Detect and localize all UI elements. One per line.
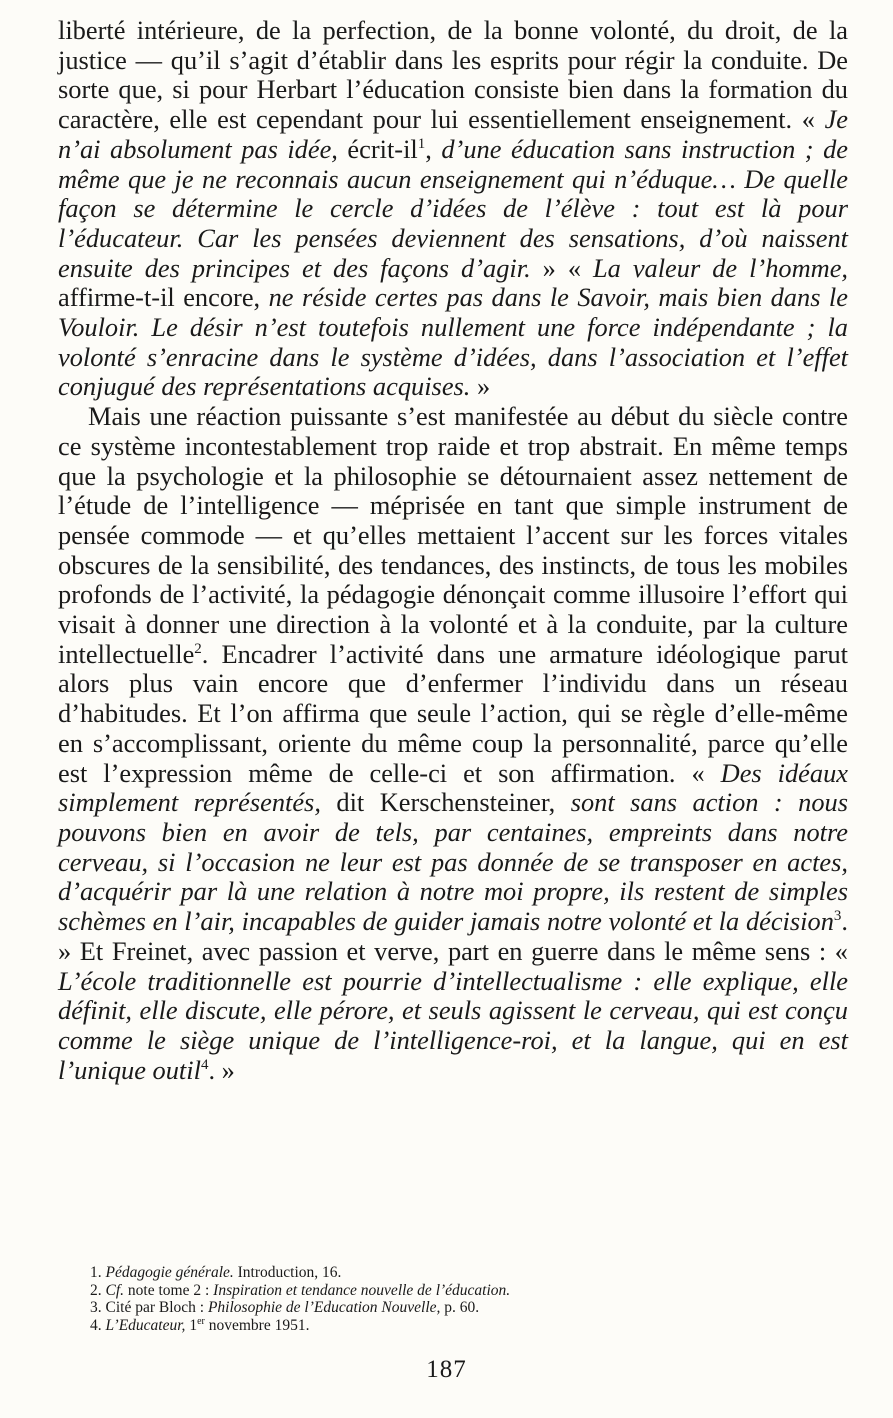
- italic-text: L’école traditionnelle est pourrie d’intellectualisme : elle explique, elle définit, elle discute, elle pérore, et seuls agissent le cerveau, qui est conçu comme le siège unique de l’intelligence-roi, et la langue, qui en est l’unique outil: [58, 965, 848, 1085]
- italic-text: Inspiration et tendance nouvelle de l’éducation.: [213, 1281, 511, 1299]
- italic-text: La valeur de l’homme,: [592, 252, 849, 283]
- note-reference: 3: [833, 908, 842, 925]
- italic-text: L’Educateur,: [105, 1316, 186, 1334]
- italic-text: Des idéaux simplement représentés,: [58, 757, 848, 818]
- italic-text: Philosophie de l’Education Nouvelle,: [207, 1299, 441, 1316]
- footnote: 1. Pédagogie générale. Introduction, 16.: [90, 1264, 342, 1281]
- footnotes: [90, 1264, 810, 1334]
- paragraph: liberté intérieure, de la perfection, de la bonne volonté, du droit, de la justice — qu’il s’agit d’établir dans les esprits pour régir la conduite. De sorte que, si pour Herbart l’éducation consiste bien dans la formation du caractère, elle est cependant pour lui essentiellement enseignement. « Je n’ai absolument pas idée, écrit-$il^1$, d’une éducation sans instruction ; de même que je ne reconnais aucun enseignement qui n’éduque… De quelle façon se détermine le cercle d’idées de l’élève : tout est là pour l’éducateur. Car les pensées deviennent des sensations, d’où naissent ensuite des principes et des façons d’agir. » « La valeur de l’homme, affirme-t-il encore, ne réside certes pas dans le Savoir, mais bien dans le Vouloir. Le désir n’est toutefois nullement une force indépendante ; la volonté s’enracine dans le système d’idées, dans l’association et l’effet conjugué des représentations acquises. »: [58, 15, 849, 402]
- italic-text: sont sans action : nous pouvons bien en avoir de tels, par centaines, empreints dans notre cerveau, si l’occasion ne leur est pas donnée de se transposer en actes, d’acquérir par là une relation à notre moi propre, ils restent de simples schèmes en l’air, incapables de guider jamais notre volonté et la décision: [58, 787, 849, 937]
- paragraph: Mais une réaction puissante s’est manifestée au début du siècle contre ce système incontestablement trop raide et trop abstrait. En même temps que la psychologie et la philosophie se détournaient assez nettement de l’étude de l’intelligence — méprisée en tant que simple instrument de pensée commode — et qu’elles mettaient l’accent sur les forces vitales obscures de la sensibilité, des tendances, des instincts, de tous les mobiles profonds de l’activité, la pédagogie dénonçait comme illusoire l’effort qui visait à donner une direction à la volonté et à la conduite, par la culture intellectuelle$^2$. Encadrer l’activité dans une armature idéologique parut alors plus vain encore que d’enfermer l’individu dans un réseau d’habitudes. Et l’on affirma que seule l’action, qui se règle d’elle-même en s’accomplissant, oriente du même coup la personnalité, parce qu’elle est l’expression même de celle-ci et son affirmation. « Des idéaux simplement représentés, dit Kerschensteiner, sont sans action : nous pouvons bien en avoir de tels, par centaines, empreints dans notre cerveau, si l’occasion ne leur est pas donnée de se transposer en actes, d’acquérir par là une relation à notre moi propre, ils restent de simples schèmes en l’air, incapables de guider jamais notre volonté et la décision$^3$. » Et Freinet, avec passion et verve, part en guerre dans le même sens : « L’école traditionnelle est pourrie d’intellectualisme : elle explique, elle définit, elle discute, elle pérore, et seuls agissent le cerveau, qui est conçu comme le siège unique de l’intelligence-roi, et la langue, qui en est l’unique outil$^4$. »: [58, 401, 849, 1085]
- italic-text: Cf.: [105, 1281, 125, 1299]
- note-reference: er: [197, 1315, 205, 1327]
- footnote: 2. Cf. note tome 2 : Inspiration et tendance nouvelle de l’éducation.: [90, 1281, 511, 1299]
- italic-text: Pédagogie générale.: [105, 1264, 234, 1281]
- note-reference: 1: [417, 136, 426, 153]
- italic-text: ne réside certes pas dans le Savoir, mais bien dans le Vouloir. Le désir n’est toutefois nullement une force indépendante ; la volonté s’enracine dans le système d’idées, dans l’association et l’effet conjugué des représentations acquises.: [58, 282, 848, 402]
- note-reference: 4: [200, 1056, 209, 1073]
- italic-text: d’une éducation sans instruction ; de même que je ne reconnais aucun enseignement qui n’éduque… De quelle façon se détermine le cercle d’idées de l’élève : tout est là pour l’éducateur. Car les pensées deviennent des sensations, d’où naissent ensuite des principes et des façons d’agir.: [58, 133, 849, 283]
- page-number: 187: [426, 1356, 467, 1383]
- footnote: 4. L’Educateur, 1er novembre 1951.: [90, 1315, 310, 1334]
- page-body: [58, 16, 848, 1085]
- note-reference: 2: [194, 640, 202, 657]
- italic-text: Je n’ai absolument pas idée,: [58, 104, 848, 164]
- footnote: 3. Cité par Bloch : Philosophie de l’Education Nouvelle, p. 60.: [90, 1299, 480, 1316]
